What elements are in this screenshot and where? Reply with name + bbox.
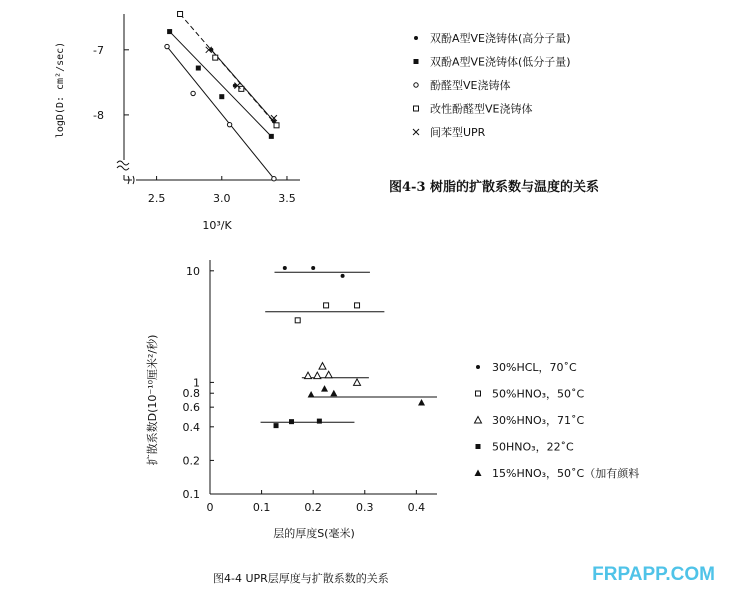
chart2-y-tick-label: 0.1 [182, 488, 200, 501]
chart1-series-line-1 [170, 32, 272, 137]
chart2-legend-marker-0 [476, 365, 480, 369]
chart2-point-2 [319, 363, 326, 370]
chart1-point-3 [213, 55, 218, 60]
chart2-x-tick-label: 0.1 [252, 501, 271, 514]
chart2-x-axis-label: 层的厚度S(毫米) [273, 527, 355, 540]
chart2-y-tick-label: 0.8 [182, 387, 200, 401]
chart2-y-tick-label: 1 [193, 376, 200, 390]
chart1-x-tick-label: 3.0 [213, 192, 231, 205]
chart2-reference-lines [261, 272, 437, 422]
chart1-legend [413, 31, 571, 139]
chart1-point-3 [274, 123, 279, 128]
chart2-point-2 [325, 371, 332, 378]
chart1-series-line-0 [211, 50, 274, 122]
chart1-y-axis-break [117, 161, 129, 170]
chart2-legend-marker-3 [476, 444, 481, 449]
chart1-legend-label-3: 改性酚醛型VE浇铸体 [430, 102, 533, 116]
chart2-legend-marker-4 [475, 470, 482, 477]
chart1-legend-marker-1 [414, 59, 419, 64]
chart2-title: 图4-4 UPR层厚度与扩散系数的关系 [213, 572, 389, 585]
chart1-point-1 [196, 66, 201, 71]
chart1-legend-label-0: 双酚A型VE浇铸体(高分子量) [430, 32, 571, 45]
chart-diffusion-vs-temperature [55, 12, 599, 233]
chart2-point-3 [274, 423, 279, 428]
chart2-point-0 [283, 266, 287, 270]
chart2-axes [210, 260, 437, 494]
chart2-legend-marker-1 [476, 391, 481, 396]
chart1-legend-marker-2 [414, 83, 418, 87]
chart1-point-2 [227, 122, 231, 126]
chart1-points [165, 12, 279, 181]
chart2-legend-label-2: 30%HNO₃，71˚C [492, 414, 585, 427]
chart2-x-tick-label: 0 [206, 501, 214, 514]
chart2-x-tick-label: 0.4 [407, 501, 426, 514]
chart1-point-2 [272, 176, 276, 180]
chart1-x-axis-label: 10³/K [202, 219, 232, 232]
chart2-legend [475, 361, 640, 480]
chart1-legend-label-1: 双酚A型VE浇铸体(低分子量) [430, 55, 571, 69]
chart2-y-tick-label: 0.2 [182, 454, 200, 468]
chart2-y-tick-label: 0.4 [182, 420, 200, 434]
chart2-point-2 [305, 372, 312, 379]
chart-diffusion-vs-thickness [145, 260, 639, 585]
chart2-y-tick-label: 10 [186, 264, 200, 278]
chart1-legend-marker-0 [414, 36, 418, 40]
chart2-legend-label-1: 50%HNO₃，50˚C [492, 387, 585, 401]
chart1-legend-marker-4 [413, 129, 419, 135]
chart1-point-2 [191, 91, 195, 95]
chart1-point-3 [178, 12, 183, 17]
chart2-point-2 [354, 379, 361, 386]
chart2-y-axis-label: 扩散系数D(10⁻¹⁰厘米²/秒) [146, 334, 159, 466]
chart1-y-tick-label: -7 [93, 43, 104, 57]
chart1-series-line-3 [180, 14, 276, 125]
chart2-point-1 [295, 318, 300, 323]
chart2-point-4 [418, 399, 425, 406]
chart2-tick-labels [183, 265, 426, 514]
watermark-text: FRPAPP.COM [592, 564, 715, 585]
chart2-legend-label-4: 15%HNO₃，50˚C（加有颜料 [492, 467, 640, 480]
chart1-point-1 [167, 29, 172, 34]
chart2-points [274, 266, 425, 428]
chart2-point-0 [311, 266, 315, 270]
chart2-point-2 [314, 372, 321, 379]
chart1-tick-labels [93, 44, 296, 205]
chart1-point-2 [165, 44, 169, 48]
chart2-x-tick-label: 0.3 [356, 501, 374, 514]
chart1-y-tick-label: -8 [93, 108, 104, 122]
chart1-x-tick-label: 2.5 [147, 192, 166, 205]
chart2-y-tick-label: 0.6 [182, 401, 200, 415]
chart2-point-4 [308, 391, 315, 398]
chart2-legend-label-3: 50HNO₃，22˚C [492, 440, 574, 454]
chart2-point-4 [321, 385, 328, 392]
chart1-legend-marker-3 [414, 106, 419, 111]
chart2-point-0 [341, 274, 345, 278]
chart2-point-1 [324, 303, 329, 308]
chart1-series-line-2 [167, 47, 274, 179]
chart1-axes [117, 14, 300, 184]
chart1-title: 图4-3 树脂的扩散系数与温度的关系 [389, 180, 600, 195]
chart1-y-axis-label: logD(D: cm²/sec) [55, 41, 66, 139]
chart2-point-3 [289, 419, 294, 424]
chart2-point-4 [330, 390, 337, 397]
chart1-legend-label-4: 间苯型UPR [430, 126, 486, 139]
chart2-point-1 [355, 303, 360, 308]
chart1-legend-label-2: 酚醛型VE浇铸体 [430, 79, 511, 92]
chart2-point-3 [317, 419, 322, 424]
chart2-legend-label-0: 30%HCL，70˚C [492, 361, 577, 374]
chart1-point-1 [219, 94, 224, 99]
chart2-legend-marker-2 [475, 417, 482, 424]
chart1-point-1 [269, 134, 274, 139]
chart1-x-tick-label: 3.5 [278, 192, 296, 205]
chart2-x-tick-label: 0.2 [304, 501, 322, 514]
